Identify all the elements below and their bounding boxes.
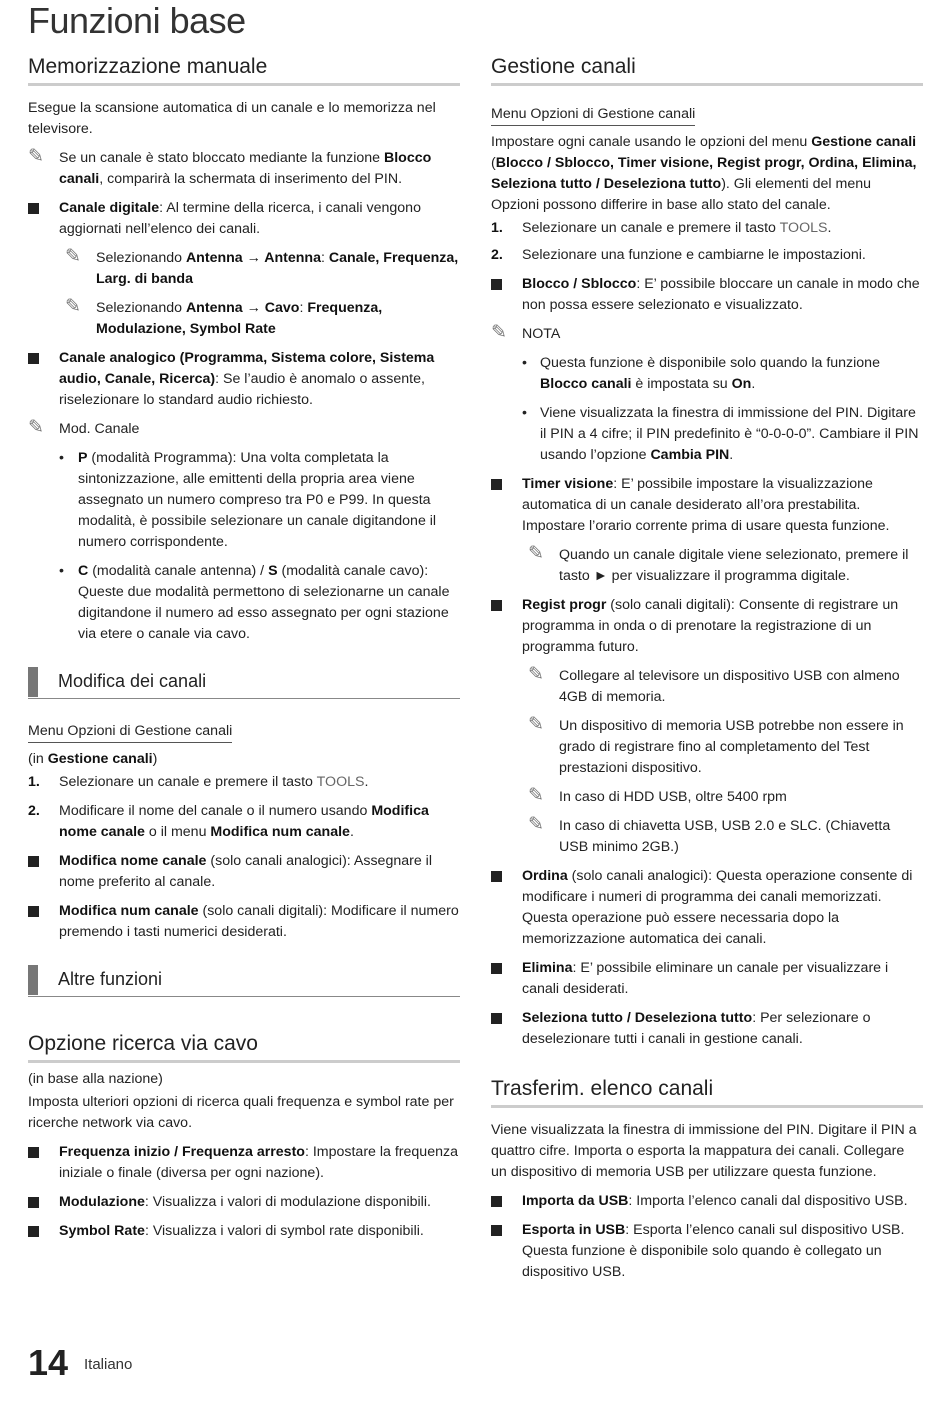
dot-bullet-icon: • <box>522 355 527 371</box>
paragraph: Esegue la scansione automatica di un canale e lo memorizza nel televisore. <box>28 100 436 137</box>
square-bullet-icon <box>28 1197 39 1208</box>
pencil-note-icon: ✎ <box>65 296 81 317</box>
step-item: 1. Selezionare un canale e premere il tasto TOOLS. <box>491 220 832 236</box>
list-item: Modulazione: Visualizza i valori di modulazione disponibili. <box>28 1192 460 1213</box>
note: ✎ Quando un canale digitale viene selezionato, premere il tasto ► per visualizzare il programma digitale. <box>528 543 909 584</box>
note: ✎ Collegare al televisore un dispositivo USB con almeno 4GB di memoria. <box>528 664 900 705</box>
paragraph: (in base alla nazione) <box>28 1071 163 1087</box>
section-title-cavo: Opzione ricerca via cavo <box>28 1033 460 1063</box>
note: ✎ Mod. Canale <box>28 417 140 438</box>
square-bullet-icon <box>491 1196 502 1207</box>
square-bullet-icon <box>28 203 39 214</box>
subsection-title-modifica: Modifica dei canali <box>28 667 460 699</box>
page-title: Funzioni base <box>28 0 246 41</box>
list-item: Modifica nome canale (solo canali analogici): Assegnare il nome preferito al canale. <box>28 851 460 893</box>
bullet-item: • P (modalità Programma): Una volta completata la sintonizzazione, alle emittenti della propria area viene assegnato un numero compreso tra P0 e P99. In questa modalità, è possibile selezionare un canale digitandone il numero corrispondente. <box>59 450 437 550</box>
note: ✎ Selezionando Antenna → Cavo: Frequenza, Modulazione, Symbol Rate <box>65 296 383 337</box>
list-item: Ordina (solo canali analogici): Questa operazione consente di modificare i numeri di programma dei canali memorizzati. Questa operazione può essere necessaria dopo la memorizzazione automatica dei canali. <box>491 866 923 950</box>
list-item: Esporta in USB: Esporta l’elenco canali sul dispositivo USB. Questa funzione è disponibile solo quando è collegato un dispositivo USB. <box>491 1220 923 1283</box>
left-column <box>28 56 460 1250</box>
note: ✎ In caso di chiavetta USB, USB 2.0 e SLC. (Chiavetta USB minimo 2GB.) <box>528 814 891 855</box>
square-bullet-icon <box>491 279 502 290</box>
square-bullet-icon <box>491 600 502 611</box>
list-item: Elimina: E’ possibile eliminare un canale per visualizzare i canali desiderati. <box>491 958 923 1000</box>
square-bullet-icon <box>28 856 39 867</box>
section-title-trasferim: Trasferim. elenco canali <box>491 1078 923 1108</box>
paragraph: Viene visualizzata la finestra di immissione del PIN. Digitare il PIN a quattro cifre. Importa o esporta la mappatura dei canali. Collegare un dispositivo di memoria USB per utilizzare questa funzione. <box>491 1122 917 1180</box>
list-item: Canale analogico (Programma, Sistema colore, Sistema audio, Canale, Ricerca): Se l’audio è anomalo o assente, riselezionare lo standard audio richiesto. <box>28 348 460 411</box>
square-bullet-icon <box>28 1226 39 1237</box>
square-bullet-icon <box>28 353 39 364</box>
pencil-note-icon: ✎ <box>528 543 544 564</box>
bullet-item: • C (modalità canale antenna) / S (modalità canale cavo): Queste due modalità permettono di selezionarne un canale digitandone il numero ad esso assegnato per ogni stazione via etere o canale via cavo. <box>59 563 450 642</box>
list-item: Blocco / Sblocco: E’ possibile bloccare un canale in modo che non possa essere selezionato e visualizzato. <box>491 274 923 316</box>
step-item: 2. Modificare il nome del canale o il numero usando Modifica nome canale o il menu Modifica num canale. <box>28 803 429 840</box>
note: ✎ Selezionando Antenna → Antenna: Canale, Frequenza, Larg. di banda <box>65 246 459 287</box>
square-bullet-icon <box>491 1225 502 1236</box>
page-language: Italiano <box>84 1356 133 1373</box>
square-bullet-icon <box>491 479 502 490</box>
section-title-memorizzazione: Memorizzazione manuale <box>28 56 460 86</box>
pencil-note-icon: ✎ <box>28 146 44 167</box>
pencil-note-icon: ✎ <box>528 785 544 806</box>
page-number: 14 <box>28 1342 69 1383</box>
right-column <box>491 56 923 1291</box>
bullet-item: • Questa funzione è disponibile solo quando la funzione Blocco canali è impostata su On. <box>522 355 880 392</box>
pencil-note-icon: ✎ <box>528 814 544 835</box>
pencil-note-icon: ✎ <box>28 417 44 438</box>
section-title-gestione: Gestione canali <box>491 56 923 86</box>
list-item: Timer visione: E’ possibile impostare la visualizzazione automatica di un canale desiderato all’ora prestabilita. Impostare l’orario corrente prima di usare questa funzione. <box>491 474 923 537</box>
bullet-item: • Viene visualizzata la finestra di immissione del PIN. Digitare il PIN a 4 cifre; il PIN predefinito è “0-0-0-0”. Cambiare il PIN usando l’opzione Cambia PIN. <box>522 405 919 463</box>
menu-heading: Menu Opzioni di Gestione canali <box>28 721 232 743</box>
note: ✎ Se un canale è stato bloccato mediante la funzione Blocco canali, comparirà la schermata di inserimento del PIN. <box>28 146 432 187</box>
menu-heading: Menu Opzioni di Gestione canali <box>491 104 695 126</box>
list-item: Frequenza inizio / Frequenza arresto: Impostare la frequenza iniziale o finale (diversa per ogni nazione). <box>28 1142 460 1184</box>
note: ✎ NOTA <box>491 322 561 343</box>
paragraph: Impostare ogni canale usando le opzioni del menu Gestione canali (Blocco / Sblocco, Timer visione, Regist progr, Ordina, Elimina, Seleziona tutto / Deseleziona tutto). Gli elementi del menu Opzioni possono differire in base allo stato del canale. <box>491 134 917 213</box>
list-item: Regist progr (solo canali digitali): Consente di registrare un programma in onda o di prenotare la registrazione di un programma futuro. <box>491 595 923 658</box>
step-item: 1. Selezionare un canale e premere il tasto TOOLS. <box>28 774 369 790</box>
pencil-note-icon: ✎ <box>65 246 81 267</box>
square-bullet-icon <box>491 1013 502 1024</box>
dot-bullet-icon: • <box>522 405 527 421</box>
list-item: Importa da USB: Importa l’elenco canali dal dispositivo USB. <box>491 1191 923 1212</box>
note: ✎ In caso di HDD USB, oltre 5400 rpm <box>528 785 787 806</box>
paragraph: Imposta ulteriori opzioni di ricerca quali frequenza e symbol rate per ricerche network via cavo. <box>28 1094 454 1131</box>
subsection-title-altre: Altre funzioni <box>28 965 460 997</box>
list-item: Seleziona tutto / Deseleziona tutto: Per selezionare o deselezionare tutti i canali in gestione canali. <box>491 1008 923 1050</box>
paragraph: (in Gestione canali) <box>28 751 158 767</box>
dot-bullet-icon: • <box>59 450 64 466</box>
square-bullet-icon <box>28 906 39 917</box>
pencil-note-icon: ✎ <box>528 714 544 735</box>
pencil-note-icon: ✎ <box>491 322 507 343</box>
square-bullet-icon <box>491 871 502 882</box>
note: ✎ Un dispositivo di memoria USB potrebbe non essere in grado di registrare fino al completamento del Test prestazioni dispositivo. <box>528 714 904 776</box>
square-bullet-icon <box>28 1147 39 1158</box>
dot-bullet-icon: • <box>59 563 64 579</box>
list-item: Symbol Rate: Visualizza i valori di symbol rate disponibili. <box>28 1221 460 1242</box>
pencil-note-icon: ✎ <box>528 664 544 685</box>
list-item: Canale digitale: Al termine della ricerca, i canali vengono aggiornati nell’elenco dei canali. <box>28 198 460 240</box>
list-item: Modifica num canale (solo canali digitali): Modificare il numero premendo i tasti numerici desiderati. <box>28 901 460 943</box>
square-bullet-icon <box>491 963 502 974</box>
step-item: 2. Selezionare una funzione e cambiarne le impostazioni. <box>491 247 866 263</box>
